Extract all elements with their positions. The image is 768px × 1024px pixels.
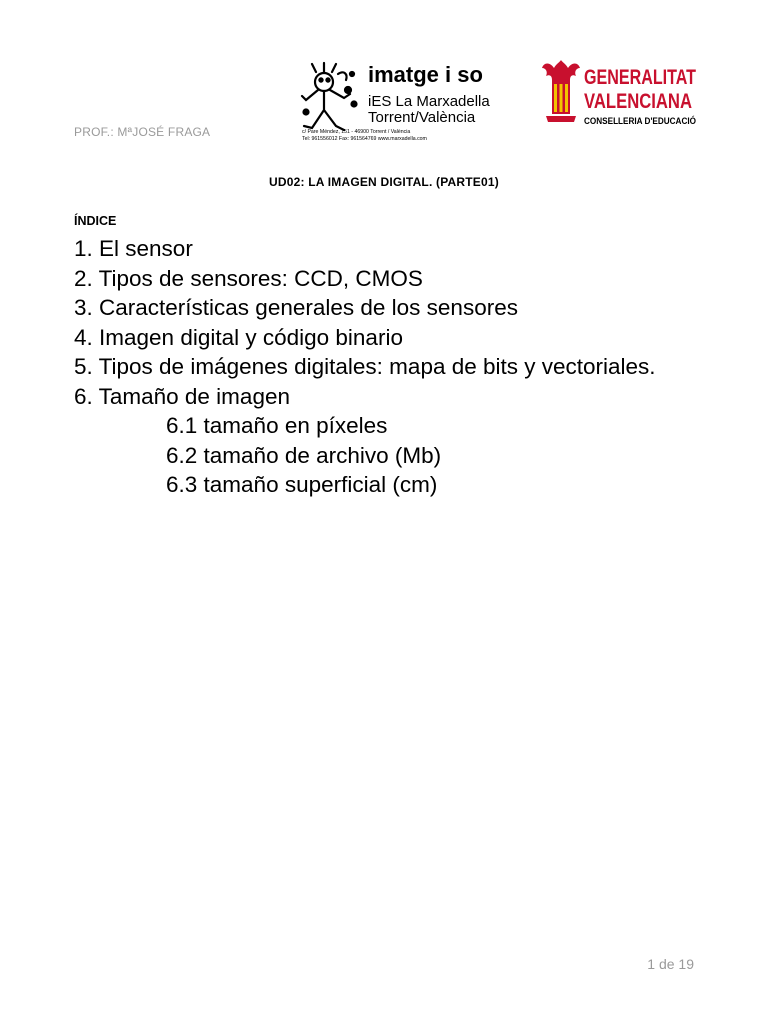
logo-contact: Tel: 961556012 Fax: 961564769 www.marxadella.com — [302, 136, 427, 142]
list-item: 1. El sensor — [74, 236, 193, 261]
page-number: 1 de 19 — [647, 956, 694, 972]
logo-city: Torrent/València — [368, 109, 476, 126]
document-title: UD02: LA IMAGEN DIGITAL. (PARTE01) — [269, 175, 499, 189]
imatge-i-so-logo — [298, 60, 490, 142]
logo-title: imatge i so — [368, 62, 483, 87]
gv-line2: VALENCIANA — [584, 90, 692, 113]
sub-list-item: 6.1 tamaño en píxeles — [166, 413, 388, 438]
mascot-icon — [302, 63, 357, 130]
list-item: 4. Imagen digital y código binario — [74, 324, 403, 350]
index-label: ÍNDICE — [74, 214, 117, 228]
list-item: 3. Características generales de los sensores — [74, 295, 518, 320]
author-label: PROF.: MªJOSÉ FRAGA — [74, 125, 211, 139]
list-item: 5. Tipos de imágenes digitales: mapa de bits y vectoriales. — [74, 354, 656, 379]
sub-list-item: 6.2 tamaño de archivo (Mb) — [166, 442, 442, 468]
sub-list-item: 6.3 tamaño superficial (cm) — [166, 472, 438, 497]
list-item: 2. Tipos de sensores: CCD, CMOS — [74, 265, 423, 291]
bat-crest-icon — [542, 60, 580, 122]
gv-line1: GENERALITAT — [584, 66, 697, 89]
table-of-contents — [74, 234, 694, 500]
logo-address: c/ Pare Méndez, 151 - 46900 Torrent / València — [302, 129, 411, 135]
list-item: 6. Tamaño de imagen — [74, 383, 290, 409]
generalitat-valenciana-logo — [540, 58, 715, 130]
gv-line3: CONSELLERIA D'EDUCACIÓ — [584, 116, 715, 127]
logo-school: iES La Marxadella — [368, 93, 490, 110]
